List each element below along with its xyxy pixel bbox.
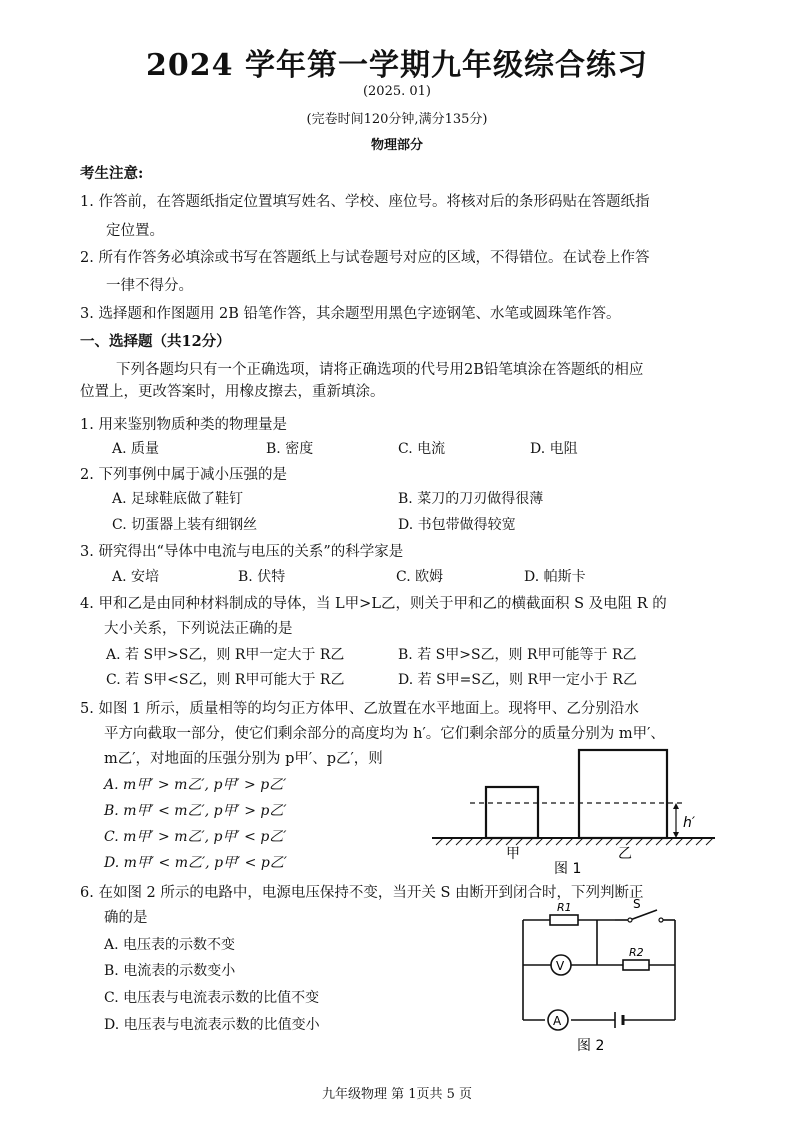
q4-option-b: B. 若 S甲>S乙，则 R甲可能等于 R乙 [398,647,637,663]
q2-option-d: D. 书包带做得较宽 [398,517,516,533]
q2-stem: 2. 下列事例中属于减小压强的是 [80,467,287,483]
notice-item-3: 3. 选择题和作图题用 2B 铅笔作答，其余题型用黑色字迹钢笔、水笔或圆珠笔作答。 [80,306,621,322]
ground-hatching [436,838,713,845]
notice-item-2: 2. 所有作答务必填涂或书写在答题纸上与试卷题号对应的区域，不得错位。在试卷上作答 [80,250,650,266]
r2-label: R2 [629,946,644,959]
q1-option-c: C. 电流 [398,441,446,457]
q6-stem-line2: 确的是 [104,910,148,926]
q5-option-c: C. m甲′ > m乙′, p甲′ < p乙′ [104,829,287,845]
q3-option-a: A. 安培 [112,569,160,585]
cube-yi [579,750,667,838]
switch-contact-left [628,918,632,922]
q4-option-d: D. 若 S甲=S乙，则 R甲一定小于 R乙 [398,672,637,688]
cube-jia [486,787,538,838]
r1-label: R1 [557,901,572,914]
q4-option-c: C. 若 S甲<S乙，则 R甲可能大于 R乙 [106,672,345,688]
switch-label: S [633,898,641,911]
q3-option-d: D. 帕斯卡 [524,569,586,585]
exam-date: (2025. 01) [362,84,432,99]
q3-option-b: B. 伏特 [238,569,286,585]
q6-option-d: D. 电压表与电流表示数的比值变小 [104,1017,320,1033]
h-label: h′ [683,815,696,831]
q2-option-b: B. 菜刀的刀刃做得很薄 [398,491,544,507]
q1-option-a: A. 质量 [112,441,160,457]
notice-heading: 考生注意: [80,165,144,182]
figure-2-circuit [515,898,695,1058]
q4-option-a: A. 若 S甲>S乙，则 R甲一定大于 R乙 [106,647,345,663]
section-heading: 一、选择题（共12分） [80,333,231,350]
q3-stem: 3. 研究得出“导体中电流与电压的关系”的科学家是 [80,544,404,560]
figure-1-label: 图 1 [554,861,582,877]
q5-option-d: D. m甲′ < m乙′, p甲′ < p乙′ [104,855,287,871]
q1-stem: 1. 用来鉴别物质种类的物理量是 [80,417,287,433]
q5-stem-line1: 5. 如图 1 所示，质量相等的均匀正方体甲、乙放置在水平地面上。现将甲、乙分别沿水 [80,701,639,717]
voltmeter-label: V [556,959,565,973]
q6-option-a: A. 电压表的示数不变 [104,937,236,953]
ammeter-label: A [553,1014,562,1028]
q4-stem-line1: 4. 甲和乙是由同种材料制成的导体，当 L甲>L乙，则关于甲和乙的横截面积 S 及电阻 R 的 [80,596,667,612]
section-instruction-1: 下列各题均只有一个正确选项，请将正确选项的代号用2B铅笔填涂在答题纸的相应 [116,362,644,378]
page-footer: 九年级物理 第 1页共 5 页 [321,1087,473,1102]
part-title: 物理部分 [370,138,423,153]
resistor-r2 [623,960,649,970]
q6-stem-line1: 6. 在如图 2 所示的电路中，电源电压保持不变，当开关 S 由断开到闭合时，下列判断正 [80,885,644,901]
q6-option-b: B. 电流表的示数变小 [104,963,236,979]
q6-option-c: C. 电压表与电流表示数的比值不变 [104,990,320,1006]
switch-contact-right [659,918,663,922]
q2-option-a: A. 足球鞋底做了鞋钉 [112,491,244,507]
resistor-r1 [550,915,578,925]
figure-1-cubes [430,745,720,880]
q5-stem-line3: m乙′，对地面的压强分别为 p甲′、p乙′，则 [104,751,383,767]
q5-stem-line2: 平方向截取一部分，使它们剩余部分的高度均为 h′。它们剩余部分的质量分别为 m甲′、 [104,726,665,742]
q1-option-d: D. 电阻 [530,441,578,457]
label-yi: 乙 [618,846,632,862]
q3-option-c: C. 欧姆 [396,569,444,585]
q4-stem-line2: 大小关系，下列说法正确的是 [104,621,293,637]
exam-time-score: (完卷时间120分钟,满分135分) [306,112,488,127]
exam-title: 2024 学年第一学期九年级综合练习 [146,48,648,83]
label-jia: 甲 [506,846,520,862]
section-instruction-2: 位置上，更改答案时，用橡皮擦去，重新填涂。 [80,384,385,400]
q1-option-b: B. 密度 [266,441,314,457]
q2-option-c: C. 切蛋器上装有细钢丝 [112,517,258,533]
notice-item-2-cont: 一律不得分。 [106,278,193,294]
notice-item-1: 1. 作答前，在答题纸指定位置填写姓名、学校、座位号。将核对后的条形码贴在答题纸指 [80,194,650,210]
q5-option-a: A. m甲′ > m乙′, p甲′ > p乙′ [104,777,287,793]
figure-2-label: 图 2 [577,1038,605,1054]
q5-option-b: B. m甲′ < m乙′, p甲′ > p乙′ [104,803,287,819]
notice-item-1-cont: 定位置。 [106,223,164,239]
